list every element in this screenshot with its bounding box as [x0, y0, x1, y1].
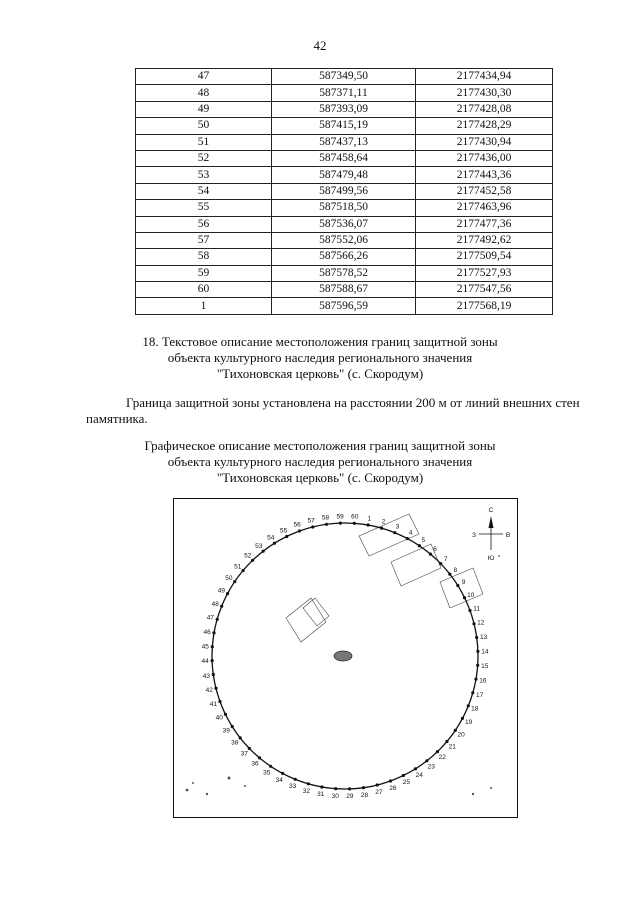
noise-dot	[472, 793, 474, 795]
boundary-vertex-label: 47	[206, 614, 215, 622]
compass-west-letter: З	[472, 532, 476, 539]
boundary-vertex-label: 51	[234, 563, 242, 571]
y-coordinate-cell: 2177477,36	[416, 216, 553, 232]
y-coordinate-cell: 2177568,19	[416, 298, 553, 314]
x-coordinate-cell: 587458,64	[272, 150, 416, 166]
paragraph-line-1: Граница защитной зоны установлена на расстоянии 200 м от линий внешних стен	[126, 395, 580, 410]
boundary-vertex	[339, 522, 342, 525]
coordinates-table-body	[136, 69, 553, 315]
boundary-vertex-label: 40	[215, 714, 223, 722]
boundary-vertex-label: 60	[351, 513, 359, 521]
y-coordinate-cell: 2177509,54	[416, 249, 553, 265]
church-marker	[334, 651, 352, 661]
boundary-vertex-label: 56	[293, 521, 301, 529]
boundary-vertex-label: 32	[302, 787, 311, 795]
boundary-scheme	[173, 498, 518, 818]
boundary-vertex	[474, 678, 477, 681]
noise-dot	[244, 785, 246, 787]
boundary-vertex-label: 50	[225, 575, 233, 582]
table-row	[136, 167, 553, 183]
boundary-vertex	[214, 687, 217, 690]
boundary-vertex	[389, 779, 392, 782]
boundary-vertex-label: 13	[479, 633, 488, 641]
point-number-cell: 47	[136, 69, 272, 85]
boundary-vertex	[472, 622, 475, 625]
boundary-vertex-label: 11	[473, 605, 480, 613]
table-row	[136, 101, 553, 117]
boundary-vertex-label: 8	[453, 567, 458, 575]
boundary-vertex-label: 10	[467, 591, 475, 599]
table-row	[136, 118, 553, 134]
point-number-cell: 56	[136, 216, 272, 232]
zone-description-paragraph	[86, 395, 606, 427]
boundary-vertex	[216, 618, 219, 621]
compass-south-letter: Ю	[487, 555, 495, 562]
boundary-vertex	[456, 584, 459, 587]
boundary-vertex-label: 58	[321, 514, 330, 522]
boundary-vertex-label: 54	[267, 534, 275, 542]
point-number-cell: 58	[136, 249, 272, 265]
boundary-vertex	[425, 759, 428, 762]
boundary-vertex-label: 29	[346, 793, 354, 801]
compass-east-letter: В	[505, 532, 511, 539]
compass-north-letter: С	[488, 507, 494, 514]
boundary-vertex-label: 53	[255, 543, 263, 550]
boundary-vertex	[353, 522, 356, 525]
point-number-cell: 55	[136, 200, 272, 216]
boundary-vertex	[367, 523, 370, 526]
boundary-vertex	[211, 645, 214, 648]
boundary-vertex-label: 33	[288, 783, 297, 791]
table-row	[136, 150, 553, 166]
y-coordinate-cell: 2177443,36	[416, 167, 553, 183]
section-heading-line-1: 18. Текстовое описание местоположения границ защитной зоны	[142, 334, 498, 349]
point-number-cell: 57	[136, 232, 272, 248]
boundary-vertex	[376, 783, 379, 786]
y-coordinate-cell: 2177463,96	[416, 200, 553, 216]
boundary-vertex	[454, 729, 457, 732]
point-number-cell: 54	[136, 183, 272, 199]
point-number-cell: 60	[136, 282, 272, 298]
point-number-cell: 51	[136, 134, 272, 150]
noise-dot	[498, 555, 500, 557]
boundary-vertex-label: 28	[360, 791, 369, 799]
boundary-vertex-label: 20	[457, 731, 465, 739]
x-coordinate-cell: 587371,11	[272, 85, 416, 101]
section-heading-line-3: "Тихоновская церковь" (с. Скородум)	[216, 366, 424, 381]
boundary-vertex	[463, 596, 466, 599]
boundary-vertex-label: 9	[461, 579, 466, 587]
x-coordinate-cell: 587349,50	[272, 69, 416, 85]
boundary-vertex	[362, 786, 365, 789]
graphic-heading-line-1: Графическое описание местоположения границ защитной зоны	[144, 438, 496, 453]
boundary-vertex-label: 14	[481, 648, 489, 656]
y-coordinate-cell: 2177452,58	[416, 183, 553, 199]
boundary-vertex	[414, 767, 417, 770]
noise-dot	[186, 789, 189, 792]
y-coordinate-cell: 2177434,94	[416, 69, 553, 85]
y-coordinate-cell: 2177436,00	[416, 150, 553, 166]
boundary-vertex-label: 23	[427, 763, 435, 771]
x-coordinate-cell: 587536,07	[272, 216, 416, 232]
point-number-cell: 50	[136, 118, 272, 134]
boundary-vertex	[298, 529, 301, 532]
y-coordinate-cell: 2177492,62	[416, 232, 553, 248]
boundary-vertex-label: 52	[244, 552, 252, 560]
point-number-cell: 1	[136, 298, 272, 314]
boundary-vertex	[429, 553, 432, 556]
boundary-vertex-label: 24	[415, 772, 423, 779]
boundary-vertex-label: 19	[464, 719, 473, 726]
boundary-vertex	[233, 580, 236, 583]
x-coordinate-cell: 587596,59	[272, 298, 416, 314]
boundary-vertex-label: 36	[251, 760, 259, 768]
boundary-vertex	[242, 569, 245, 572]
boundary-vertex	[334, 787, 337, 790]
y-coordinate-cell: 2177430,94	[416, 134, 553, 150]
table-row	[136, 249, 553, 265]
boundary-vertex	[294, 778, 297, 781]
table-row	[136, 282, 553, 298]
section-heading	[0, 334, 640, 382]
boundary-vertex-label: 41	[209, 701, 218, 709]
table-row	[136, 85, 553, 101]
boundary-vertex	[211, 659, 214, 662]
boundary-vertex-label: 5	[421, 537, 426, 545]
boundary-vertex-label: 26	[389, 784, 397, 792]
point-number-cell: 49	[136, 101, 272, 117]
boundary-vertex	[262, 550, 265, 553]
noise-dot	[228, 777, 231, 780]
boundary-vertex-label: 7	[443, 556, 448, 563]
boundary-vertex	[467, 704, 470, 707]
boundary-vertex-label: 15	[481, 663, 489, 671]
boundary-vertex	[471, 691, 474, 694]
boundary-vertex-label: 44	[201, 658, 209, 666]
boundary-vertex	[307, 782, 310, 785]
boundary-vertex	[251, 559, 254, 562]
boundary-vertex-label: 6	[433, 546, 437, 554]
point-number-cell: 59	[136, 265, 272, 281]
boundary-vertex-label: 55	[279, 527, 288, 535]
boundary-vertex	[218, 700, 221, 703]
noise-dot	[192, 782, 194, 784]
boundary-vertex	[439, 562, 442, 565]
boundary-vertex	[212, 673, 215, 676]
y-coordinate-cell: 2177428,08	[416, 101, 553, 117]
y-coordinate-cell: 2177428,29	[416, 118, 553, 134]
y-coordinate-cell: 2177527,93	[416, 265, 553, 281]
boundary-vertex	[393, 531, 396, 534]
boundary-vertex-label: 39	[222, 727, 230, 735]
boundary-vertex	[325, 523, 328, 526]
boundary-vertex	[476, 650, 479, 653]
boundary-vertex	[273, 542, 276, 545]
graphic-heading-line-3: "Тихоновская церковь" (с. Скородум)	[216, 470, 424, 485]
boundary-vertex	[476, 664, 479, 667]
noise-dot	[206, 793, 208, 795]
boundary-vertex-label: 45	[201, 643, 209, 651]
y-coordinate-cell: 2177547,56	[416, 282, 553, 298]
x-coordinate-cell: 587578,52	[272, 265, 416, 281]
boundary-vertex-label: 35	[263, 769, 271, 777]
boundary-vertex-label: 17	[475, 691, 484, 699]
x-coordinate-cell: 587588,67	[272, 282, 416, 298]
table-row	[136, 134, 553, 150]
boundary-vertex	[436, 750, 439, 753]
boundary-vertex	[281, 772, 284, 775]
boundary-vertex	[212, 631, 215, 634]
boundary-vertex	[220, 605, 223, 608]
boundary-vertex-label: 43	[202, 672, 211, 680]
noise-dot	[490, 787, 492, 789]
table-row	[136, 232, 553, 248]
table-row	[136, 265, 553, 281]
boundary-vertex	[320, 785, 323, 788]
boundary-vertex	[475, 636, 478, 639]
boundary-vertex-label: 25	[402, 779, 411, 787]
boundary-vertex-label: 49	[217, 587, 226, 595]
boundary-vertex-label: 37	[240, 750, 248, 758]
boundary-vertex-label: 31	[317, 791, 325, 799]
boundary-vertex	[231, 725, 234, 728]
graphic-heading-line-2: объекта культурного наследия регионального значения	[167, 454, 473, 469]
graphic-heading	[0, 438, 640, 486]
paragraph-line-2: памятника.	[86, 411, 148, 426]
x-coordinate-cell: 587479,48	[272, 167, 416, 183]
point-number-cell: 53	[136, 167, 272, 183]
table-row	[136, 298, 553, 314]
x-coordinate-cell: 587393,09	[272, 101, 416, 117]
boundary-vertex-label: 3	[395, 523, 400, 531]
point-number-cell: 52	[136, 150, 272, 166]
table-row	[136, 69, 553, 85]
boundary-vertex	[406, 537, 409, 540]
boundary-vertex	[285, 535, 288, 538]
x-coordinate-cell: 587552,06	[272, 232, 416, 248]
boundary-vertex	[380, 527, 383, 530]
y-coordinate-cell: 2177430,30	[416, 85, 553, 101]
boundary-vertex-label: 18	[471, 705, 479, 713]
boundary-vertex-label: 59	[336, 513, 344, 521]
boundary-vertex-label: 2	[381, 518, 386, 526]
boundary-vertex	[311, 525, 314, 528]
boundary-vertex	[418, 544, 421, 547]
boundary-vertex-label: 16	[479, 677, 487, 685]
boundary-vertex-label: 46	[203, 629, 211, 636]
section-heading-line-2: объекта культурного наследия регионального значения	[167, 350, 473, 365]
boundary-vertex	[348, 787, 351, 790]
boundary-vertex-label: 22	[438, 754, 446, 761]
boundary-vertex-label: 48	[211, 600, 219, 608]
boundary-vertex	[258, 756, 261, 759]
boundary-vertex	[224, 713, 227, 716]
boundary-scheme-drawing	[173, 498, 518, 818]
page-number: 42	[313, 38, 327, 53]
boundary-vertex	[226, 592, 229, 595]
x-coordinate-cell: 587566,26	[272, 249, 416, 265]
boundary-vertex-label: 57	[307, 517, 315, 525]
boundary-vertex-label: 4	[408, 529, 413, 537]
boundary-vertex	[448, 573, 451, 576]
table-row	[136, 200, 553, 216]
boundary-vertex	[461, 717, 464, 720]
table-row	[136, 216, 553, 232]
boundary-vertex	[269, 765, 272, 768]
boundary-vertex-label: 21	[448, 743, 456, 751]
boundary-vertex-label: 1	[367, 515, 372, 523]
boundary-vertex-label: 34	[275, 776, 283, 784]
boundary-vertex-label: 27	[375, 789, 383, 797]
x-coordinate-cell: 587415,19	[272, 118, 416, 134]
boundary-vertex	[402, 774, 405, 777]
boundary-vertex	[248, 747, 251, 750]
x-coordinate-cell: 587437,13	[272, 134, 416, 150]
boundary-vertex-label: 12	[477, 619, 485, 627]
boundary-vertex-label: 42	[205, 687, 213, 695]
point-number-cell: 48	[136, 85, 272, 101]
boundary-vertex	[468, 609, 471, 612]
boundary-vertex	[239, 736, 242, 739]
coordinates-table	[135, 68, 553, 315]
boundary-vertex-label: 30	[331, 793, 339, 800]
table-row	[136, 183, 553, 199]
x-coordinate-cell: 587518,50	[272, 200, 416, 216]
boundary-vertex-label: 38	[231, 739, 239, 747]
x-coordinate-cell: 587499,56	[272, 183, 416, 199]
